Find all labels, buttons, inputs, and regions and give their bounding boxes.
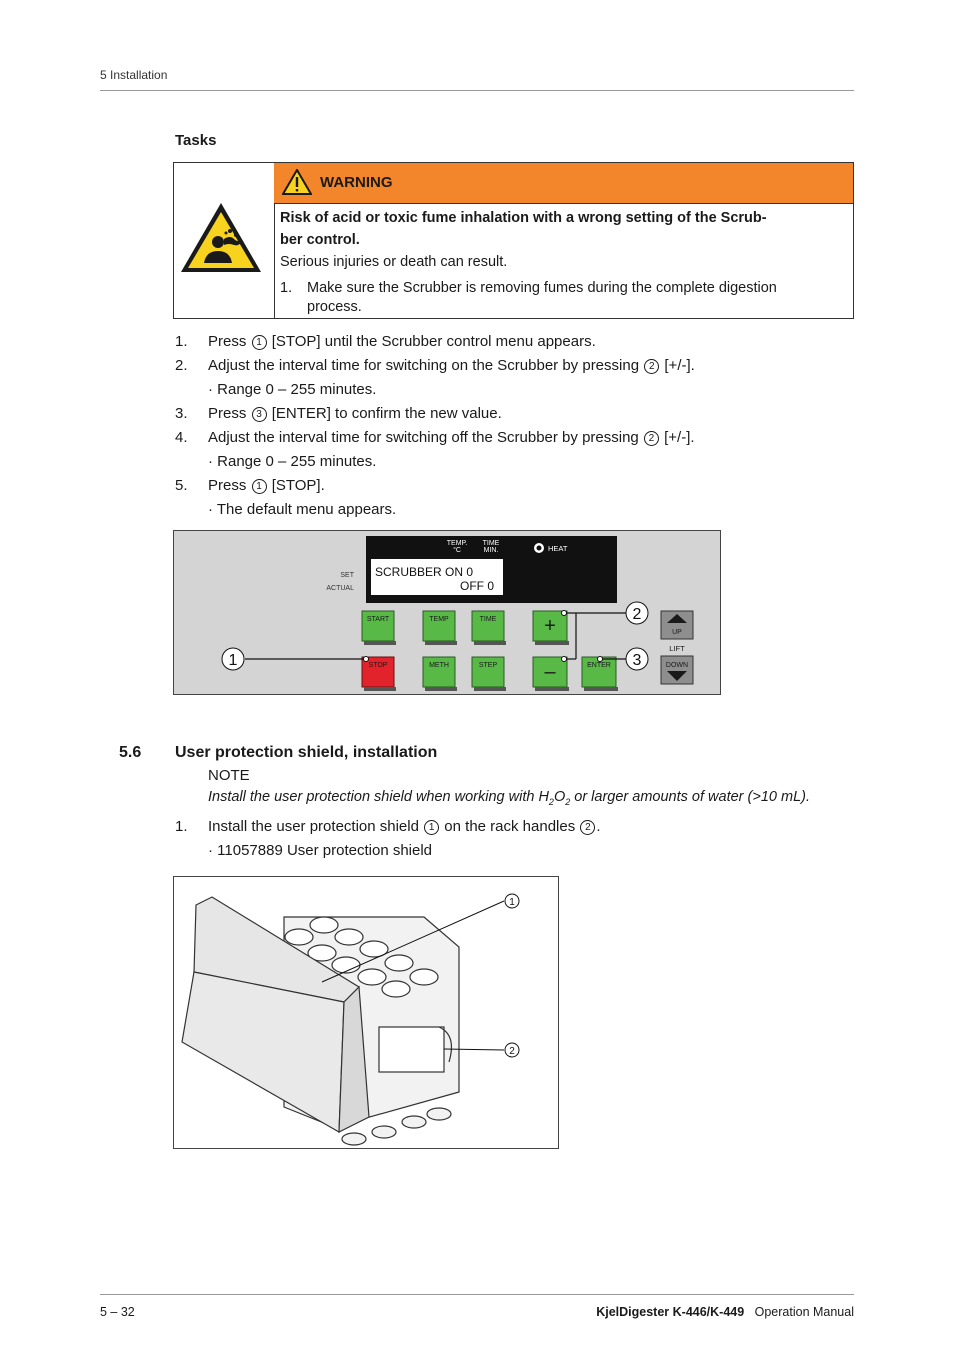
col-time-unit: MIN. xyxy=(483,547,499,554)
callout-number: 1 xyxy=(252,335,267,350)
step-result: · Range 0 – 255 minutes. xyxy=(208,381,377,398)
step-text: Install the user protection shield xyxy=(208,818,419,835)
callout-label-2: 2 xyxy=(632,606,642,623)
col-temp-label: TEMP. xyxy=(446,540,468,547)
step-item xyxy=(175,426,855,450)
footer-product xyxy=(596,1305,854,1319)
step-text: Adjust the interval time for switching on the Scrubber by pressing xyxy=(208,357,640,374)
warning-step-line2: process. xyxy=(307,299,362,315)
note-subscript: 2 xyxy=(565,796,571,807)
actual-label: ACTUAL xyxy=(326,585,354,592)
step-text: Press xyxy=(208,405,247,422)
step-number: 1. xyxy=(175,333,188,350)
up-button-label: UP xyxy=(672,629,682,636)
callout-number: 2 xyxy=(644,359,659,374)
section-number: 5.6 xyxy=(119,744,142,761)
start-button-label: START xyxy=(366,616,390,623)
step-text: [+/-]. xyxy=(664,429,695,446)
warning-header xyxy=(274,163,853,204)
warning-headline-line2: ber control. xyxy=(280,232,360,248)
control-panel-drawing xyxy=(174,531,720,694)
step-text: Press xyxy=(208,333,247,350)
minus-button[interactable] xyxy=(533,657,569,691)
enter-button-label: ENTER xyxy=(587,662,611,669)
product-name: KjelDigester K-446/K-449 xyxy=(596,1305,745,1319)
enter-button[interactable] xyxy=(582,657,618,691)
tasks-heading: Tasks xyxy=(175,132,217,149)
callout-number: 2 xyxy=(644,431,659,446)
callout-label-1: 1 xyxy=(509,897,515,908)
meth-button[interactable] xyxy=(423,657,457,691)
step-number: 3. xyxy=(175,405,188,422)
install-step xyxy=(175,818,601,835)
time-button-label: TIME xyxy=(479,616,497,623)
note-text-mid: O xyxy=(553,789,566,805)
warning-body xyxy=(280,207,839,317)
document-type: Operation Manual xyxy=(754,1305,854,1319)
stop-button-label: STOP xyxy=(368,662,388,669)
plus-button[interactable] xyxy=(533,611,569,645)
warning-step-line1: Make sure the Scrubber is removing fumes during the complete digestion xyxy=(307,280,777,296)
step-button-label: STEP xyxy=(478,662,498,669)
lcd-line1: SCRUBBER ON 0 xyxy=(375,565,474,579)
col-time-label: TIME xyxy=(482,540,500,547)
lift-down-button[interactable] xyxy=(661,656,693,684)
warning-consequence: Serious injuries or death can result. xyxy=(280,254,508,270)
step-text: [STOP] until the Scrubber control menu appears. xyxy=(271,333,596,350)
lcd-line2: OFF 0 xyxy=(459,579,494,593)
step-result: · The default menu appears. xyxy=(208,501,397,518)
start-button[interactable] xyxy=(362,611,396,645)
callout-number: 3 xyxy=(252,407,267,422)
callout-number: 2 xyxy=(580,820,595,835)
set-label: SET xyxy=(340,572,354,579)
section-title: User protection shield, installation xyxy=(175,744,438,761)
install-part-number: · 11057889 User protection shield xyxy=(208,842,433,859)
step-button[interactable] xyxy=(472,657,506,691)
step-text: on the rack handles xyxy=(444,818,576,835)
warning-box xyxy=(173,162,854,319)
step-number: 2. xyxy=(175,357,188,374)
step-item xyxy=(175,402,855,426)
step-item xyxy=(175,330,855,354)
warning-step-number: 1. xyxy=(280,280,293,296)
minus-button-label: – xyxy=(544,661,556,683)
callout-label-1: 1 xyxy=(228,652,238,669)
warning-pictogram-cell xyxy=(174,163,275,318)
step-text: . xyxy=(596,818,601,835)
callout-number: 1 xyxy=(252,479,267,494)
warning-headline-line1: Risk of acid or toxic fume inhalation with a wrong setting of the Scrub- xyxy=(280,210,767,226)
note-text-pre: Install the user protection shield when working with H xyxy=(208,789,549,805)
step-number: 4. xyxy=(175,429,188,446)
lift-up-button[interactable] xyxy=(661,611,693,639)
temp-button-label: TEMP xyxy=(429,616,449,623)
plus-button-label: + xyxy=(544,615,556,637)
step-item xyxy=(175,474,855,498)
warning-step xyxy=(280,279,839,317)
step-item xyxy=(175,354,855,378)
step-text: [STOP]. xyxy=(271,477,325,494)
step-number: 1. xyxy=(175,818,188,835)
page-number: 5 – 32 xyxy=(100,1305,135,1319)
toxic-fume-hazard-icon xyxy=(174,163,274,318)
step-text: Adjust the interval time for switching off the Scrubber by pressing xyxy=(208,429,639,446)
callout-label-3: 3 xyxy=(632,652,642,669)
control-panel-figure xyxy=(173,530,721,695)
meth-button-label: METH xyxy=(429,662,449,669)
lift-label: LIFT xyxy=(669,644,685,653)
step-number: 5. xyxy=(175,477,188,494)
note-label: NOTE xyxy=(208,767,250,784)
scrubber-steps-list xyxy=(175,330,855,522)
step-text: [+/-]. xyxy=(664,357,695,374)
step-text: Press xyxy=(208,477,247,494)
shield-illustration xyxy=(173,876,559,1149)
callout-number: 1 xyxy=(424,820,439,835)
note-text-post: or larger amounts of water (>10 mL). xyxy=(570,789,810,805)
note-subscript: 2 xyxy=(548,796,554,807)
temp-button[interactable] xyxy=(423,611,457,645)
time-button[interactable] xyxy=(472,611,506,645)
callout-label-2: 2 xyxy=(509,1046,515,1057)
header-rule xyxy=(100,90,854,91)
footer-rule xyxy=(100,1294,854,1295)
running-header: 5 Installation xyxy=(100,68,168,82)
warning-triangle-icon xyxy=(282,169,312,195)
col-temp-unit: °C xyxy=(453,547,461,554)
heat-label: HEAT xyxy=(548,544,568,553)
down-button-label: DOWN xyxy=(665,662,689,669)
heat-indicator-dot xyxy=(537,546,542,551)
warning-title: WARNING xyxy=(320,174,393,191)
shield-drawing xyxy=(174,877,558,1148)
note-text xyxy=(208,789,810,807)
stop-button[interactable] xyxy=(362,657,396,691)
step-result: · Range 0 – 255 minutes. xyxy=(208,453,377,470)
step-text: [ENTER] to confirm the new value. xyxy=(271,405,502,422)
